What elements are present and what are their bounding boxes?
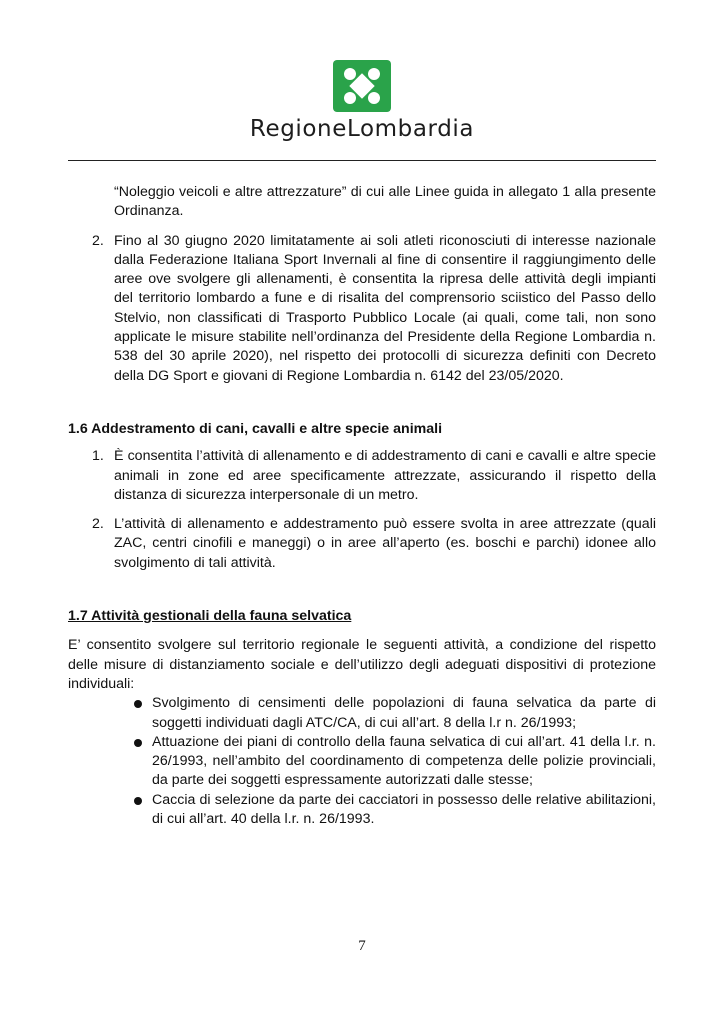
section-intro: E’ consentito svolgere sul territorio regionale le seguenti attività, a condizione del rispetto delle misure di distanziamento sociale e dell’utilizzo degli adeguati dispositivi di protezione individuali: <box>68 637 656 692</box>
header-divider <box>68 160 656 161</box>
page-number: 7 <box>358 938 366 954</box>
list-item <box>68 232 656 386</box>
list-number: 2. <box>92 232 104 249</box>
list-number: 1. <box>92 448 104 465</box>
bullet-item <box>68 791 656 830</box>
bullet-icon <box>134 739 142 747</box>
section-heading: 1.7 Attività gestionali della fauna selvatica <box>68 608 352 625</box>
bullet-item <box>68 733 656 791</box>
list-item-text: Fino al 30 giugno 2020 limitatamente ai soli atleti riconosciuti di interesse nazionale dalla Federazione Italiana Sport Invernali al fine di consentire il raggiungimento delle aree ove svolgere gli allenamenti, è consentita la ripresa delle attività degli impianti del territorio lombardo a fune e di risalita del comprensorio sciistico del Passo dello Stelvio, non classificati di Trasporto Pubblico Locale (ai quali, come tali, non sono applicate le misure stabilite nell’ordinanza del Presidente della Regione Lombardia n. 538 del 30 aprile 2020), nel rispetto dei protocolli di sicurezza definiti con Decreto della DG Sport e giovani di Regione Lombardia n. 6142 del 23/05/2020. <box>114 232 656 384</box>
list-item-text: È consentita l’attività di allenamento e di addestramento di cani e cavalli e altre specie animali in zone ed aree specificamente attrezzate, assicurando il rispetto della distanza di sicurezza interpersonale di un metro. <box>114 448 656 503</box>
bullet-icon <box>134 797 142 805</box>
bullet-text: Caccia di selezione da parte dei cacciatori in possesso delle relative abilitazioni, di cui all’art. 40 della l.r. n. 26/1993. <box>152 791 656 828</box>
list-item-text: L’attività di allenamento e addestramento può essere svolta in aree attrezzate (quali ZAC, centri cinofili e maneggi) o in aree all’aperto (es. boschi e parchi) idonee allo svolgimento di tali attività. <box>114 516 656 571</box>
brand-name: RegioneLombardia <box>249 116 475 142</box>
list-item <box>68 515 656 573</box>
list-number: 2. <box>92 516 104 533</box>
bullet-text: Svolgimento di censimenti delle popolazioni di fauna selvatica da parte di soggetti individuati dagli ATC/CA, di cui all’art. 8 della l.r n. 26/1993; <box>152 695 656 731</box>
list-item-continuation: “Noleggio veicoli e altre attrezzature” di cui alle Linee guida in allegato 1 alla presente Ordinanza. <box>114 184 656 220</box>
bullet-icon <box>134 700 142 708</box>
bullet-text: Attuazione dei piani di controllo della fauna selvatica di cui all’art. 41 della l.r. n. 26/1993, nell’ambito del coordinamento di competenza delle polizie provinciali, da parte dei soggetti espressamente autorizzati dalle stesse; <box>152 733 656 789</box>
section-heading: 1.6 Addestramento di cani, cavalli e altre specie animali <box>68 420 443 437</box>
list-item <box>68 447 656 505</box>
bullet-item <box>68 694 656 733</box>
regione-lombardia-logo-icon <box>333 60 391 112</box>
document-body <box>68 183 656 829</box>
